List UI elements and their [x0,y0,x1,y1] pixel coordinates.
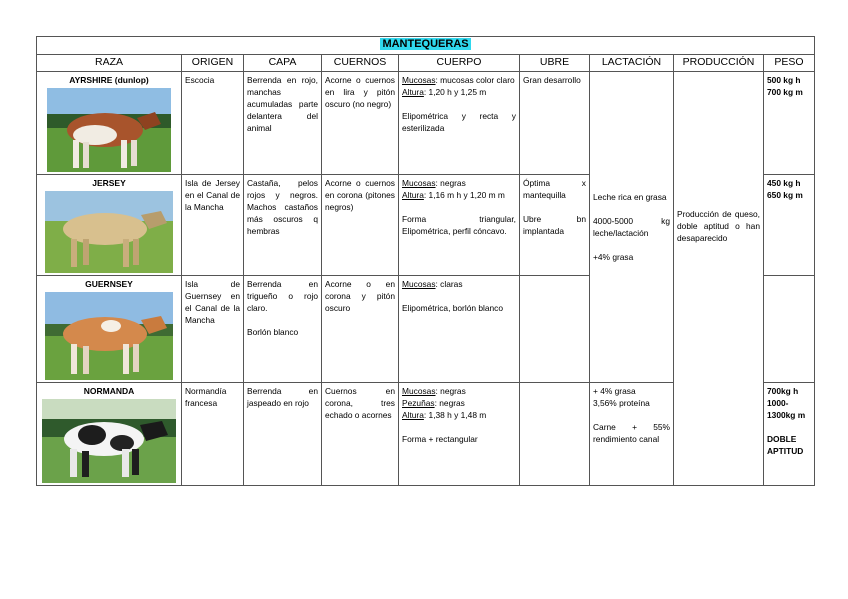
peso-line-2: 700 kg m [767,87,803,97]
table-title [37,37,815,55]
ubre-cell: Gran desarrollo [520,72,590,175]
altura-label: Altura [402,190,424,200]
peso-line-3: DOBLE APTITUD [767,434,804,456]
raza-cell-normanda [37,383,182,486]
raza-name: NORMANDA [83,386,135,396]
header-produccion: PRODUCCIÓN [674,55,764,72]
header-peso: PESO [764,55,815,72]
cuerpo-cell [399,72,520,175]
origen-cell: Normandía francesa [182,383,244,486]
mucosas-value: : claras [435,279,463,289]
ubre-cell [520,383,590,486]
ayrshire-cow-photo [47,88,171,172]
produccion-shared-cell [674,72,764,486]
mucosas-label: Mucosas [402,279,436,289]
cuerpo-forma: Forma triangular, Elipométrica, perfil cóncavo. [402,214,516,236]
lactacion-line-2: 4000-5000 kg leche/lactación [593,216,670,238]
lactacion-line-1: + 4% grasa [593,386,636,396]
capa-line-1: Berrenda en trigueño o rojo claro. [247,279,318,313]
header-origen: ORIGEN [182,55,244,72]
header-raza: RAZA [37,55,182,72]
mucosas-label: Mucosas [402,178,436,188]
breed-table-sheet [36,36,814,486]
altura-value: : 1,16 m h y 1,20 m m [423,190,505,200]
cuernos-cell: Acorne o en corona y pitón oscuro [322,276,399,383]
lactacion-line-3: Carne + 55% rendimiento canal [593,422,670,444]
cuerpo-altura-line [402,189,516,201]
capa-cell [244,276,322,383]
peso-line-2: 1000-1300kg m [767,398,806,420]
lactacion-shared-cell [590,72,674,383]
mucosas-value: : negras [435,386,466,396]
jersey-cow-photo [45,191,173,273]
cuerpo-forma: Elipométrica, borlón blanco [402,303,504,313]
cuernos-cell: Acorne o cuernos en lira y pitón oscuro (no negro) [322,72,399,175]
peso-line-1: 450 kg h [767,178,801,188]
cuerpo-mucosas-line [402,177,516,189]
capa-cell: Berrenda en rojo, manchas acumuladas parte delantera del animal [244,72,322,175]
cuerpo-forma: Forma + rectangular [402,434,478,444]
cuerpo-forma: Elipométrica y recta y esterilizada [402,111,516,133]
peso-line-2: 650 kg m [767,190,803,200]
peso-cell [764,383,815,486]
cuerpo-altura-line [402,86,516,98]
lactacion-line-2: 3,56% proteína [593,398,650,408]
header-capa: CAPA [244,55,322,72]
origen-cell: Isla de Guernsey en el Canal de la Mancha [182,276,244,383]
altura-label: Altura [402,87,424,97]
peso-line-1: 700kg h [767,386,799,396]
raza-name: JERSEY [92,178,126,188]
breed-table [36,36,815,486]
peso-cell [764,276,815,383]
origen-cell: Escocia [182,72,244,175]
header-row [37,55,815,72]
normanda-cow-photo [42,399,176,483]
capa-cell: Castaña, pelos rojos y negros. Machos castaños más oscuros q hembras [244,175,322,276]
ubre-line-1: Óptima x mantequilla [523,178,586,200]
mucosas-value: : negras [435,178,466,188]
mucosas-label: Mucosas [402,386,436,396]
cuerpo-mucosas-line [402,385,516,397]
cuerpo-mucosas-line [402,74,516,86]
capa-line-2: Borlón blanco [247,327,299,337]
ubre-cell [520,276,590,383]
header-lactacion: LACTACIÓN [590,55,674,72]
ubre-line-2: Ubre bn implantada [523,214,586,236]
raza-cell-guernsey [37,276,182,383]
cuerpo-cell [399,276,520,383]
raza-cell-jersey [37,175,182,276]
altura-label: Altura [402,410,424,420]
header-cuerpo: CUERPO [399,55,520,72]
pezunas-label: Pezuñas [402,398,435,408]
cuerpo-pezunas-line [402,397,516,409]
raza-name: GUERNSEY [85,279,133,289]
peso-line-1: 500 kg h [767,75,801,85]
lactacion-cell [590,383,674,486]
raza-cell-ayrshire [37,72,182,175]
header-cuernos: CUERNOS [322,55,399,72]
altura-value: : 1,38 h y 1,48 m [423,410,487,420]
cuerpo-cell [399,175,520,276]
cuernos-cell: Cuernos en corona, tres echado o acornes [322,383,399,486]
cuerpo-mucosas-line [402,278,516,290]
cuerpo-altura-line [402,409,516,421]
header-ubre: UBRE [520,55,590,72]
ubre-cell [520,175,590,276]
guernsey-cow-photo [45,292,173,380]
cuerpo-cell [399,383,520,486]
peso-cell [764,175,815,276]
table-title-text: MANTEQUERAS [382,38,469,50]
cuernos-cell: Acorne o cuernos en corona (pitones negros) [322,175,399,276]
lactacion-line-3: +4% grasa [593,252,634,262]
origen-cell: Isla de Jersey en el Canal de la Mancha [182,175,244,276]
raza-name: AYRSHIRE (dunlop) [69,75,149,85]
peso-cell [764,72,815,175]
lactacion-line-1: Leche rica en grasa [593,192,667,202]
mucosas-label: Mucosas [402,75,436,85]
pezunas-value: : negras [434,398,465,408]
capa-cell: Berrenda en jaspeado en rojo [244,383,322,486]
altura-value: : 1,20 h y 1,25 m [423,87,487,97]
table-row-ayrshire [37,72,815,175]
produccion-text: Producción de queso, doble aptitud o han desaparecido [677,209,760,243]
mucosas-value: : mucosas color claro [435,75,515,85]
